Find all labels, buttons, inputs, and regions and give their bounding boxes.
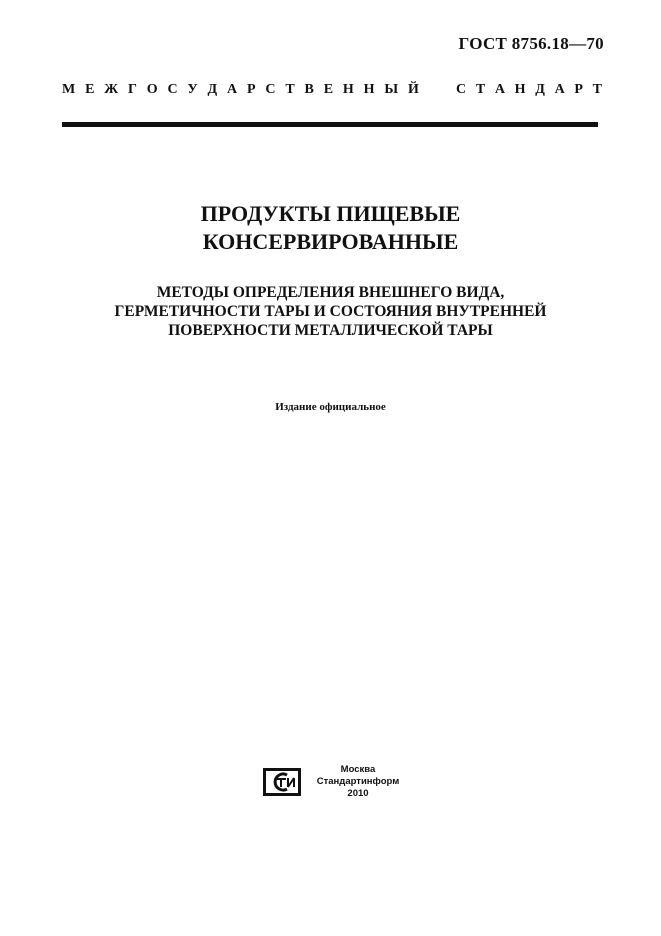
heading-letter: Е: [323, 82, 334, 97]
header-rule: [62, 122, 598, 127]
publisher-city: Москва: [340, 764, 376, 775]
title-line-2: КОНСЕРВИРОВАННЫЕ: [202, 229, 459, 254]
standartinform-logo-icon: [263, 768, 301, 796]
heading-letter: Н: [342, 82, 354, 97]
heading-letter: С: [167, 82, 178, 97]
heading-letter: С: [456, 82, 467, 97]
standard-word: [456, 82, 602, 98]
heading-letter: А: [227, 82, 238, 97]
interstate-word: [62, 82, 419, 98]
interstate-standard-heading: [62, 82, 602, 98]
subtitle-line-3: ПОВЕРХНОСТИ МЕТАЛЛИЧЕСКОЙ ТАРЫ: [168, 322, 493, 339]
heading-letter: Ж: [104, 82, 119, 97]
heading-letter: М: [62, 82, 76, 97]
heading-letter: У: [187, 82, 198, 97]
heading-letter: В: [304, 82, 314, 97]
title-line-1: ПРОДУКТЫ ПИЩЕВЫЕ: [200, 201, 461, 226]
subtitle-line-1: МЕТОДЫ ОПРЕДЕЛЕНИЯ ВНЕШНЕГО ВИДА,: [156, 284, 505, 301]
subtitle-line-2: ГЕРМЕТИЧНОСТИ ТАРЫ И СОСТОЯНИЯ ВНУТРЕННЕЙ: [114, 303, 547, 320]
heading-letter: Р: [246, 82, 256, 97]
heading-letter: А: [494, 82, 505, 97]
heading-letter: О: [146, 82, 158, 97]
publisher-block: [308, 764, 408, 800]
heading-letter: Й: [407, 82, 419, 97]
heading-letter: Ы: [384, 82, 399, 97]
heading-letter: С: [265, 82, 276, 97]
document-subtitle: [0, 283, 661, 340]
standard-code: ГОСТ 8756.18—70: [458, 34, 604, 53]
heading-letter: Т: [592, 82, 602, 97]
heading-letter: Г: [127, 82, 137, 97]
document-title: [0, 200, 661, 256]
heading-letter: Н: [514, 82, 526, 97]
heading-letter: Д: [207, 82, 218, 97]
publisher-year: 2010: [347, 788, 369, 799]
heading-letter: Е: [85, 82, 95, 97]
heading-letter: Н: [363, 82, 375, 97]
heading-letter: А: [554, 82, 565, 97]
heading-letter: Т: [475, 82, 486, 97]
heading-letter: Д: [535, 82, 545, 97]
edition-label: Издание официальное: [275, 401, 386, 413]
heading-letter: Р: [574, 82, 583, 97]
heading-letter: Т: [285, 82, 295, 97]
publisher-name: Стандартинформ: [316, 776, 400, 787]
